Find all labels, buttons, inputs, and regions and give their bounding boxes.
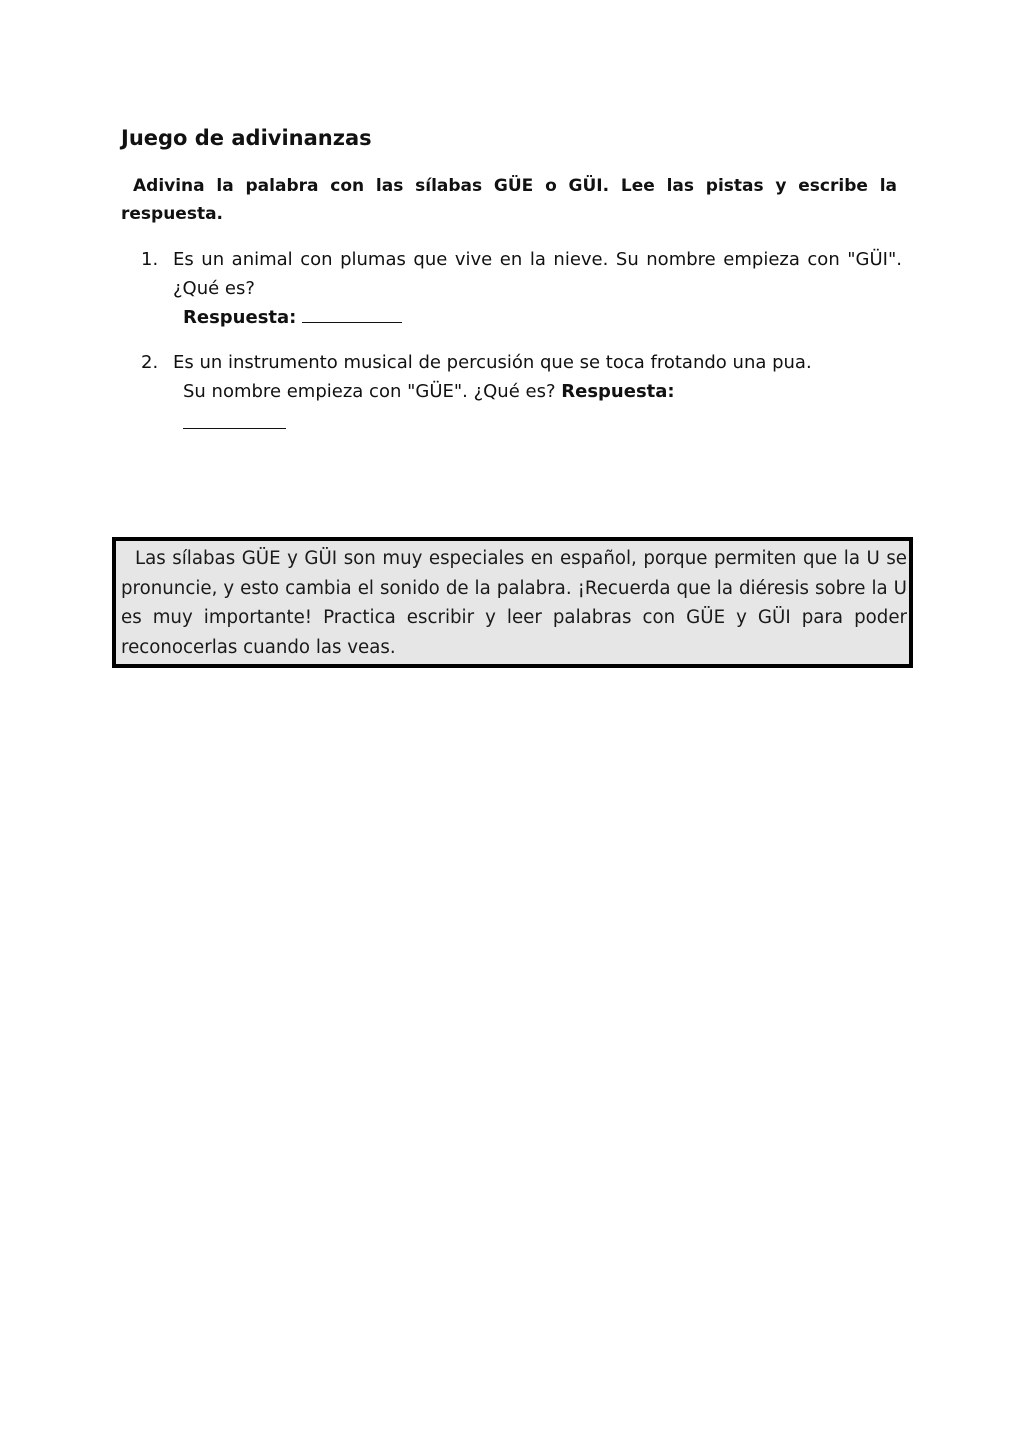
riddle-text: Es un animal con plumas que vive en la nieve. Su nombre empieza con "GÜI". ¿Qué es? — [173, 249, 902, 299]
answer-blank[interactable] — [302, 304, 402, 323]
answer-label: Respuesta: — [183, 307, 297, 328]
riddle-body — [173, 245, 902, 332]
answer-line — [183, 303, 902, 332]
riddle-body — [173, 348, 902, 406]
riddle-text-line1: Es un instrumento musical de percusión que se toca frotando una pua. — [173, 352, 812, 373]
instructions: Adivina la palabra con las sílabas GÜE o GÜI. Lee las pistas y escribe la respuesta. — [121, 176, 897, 224]
answer-label: Respuesta: — [561, 381, 675, 402]
riddle-2 — [141, 348, 902, 406]
riddle-number: 2. — [141, 352, 159, 373]
riddle-1 — [141, 245, 902, 332]
riddle-number: 1. — [141, 249, 159, 270]
note-box: Las sílabas GÜE y GÜI son muy especiales en español, porque permiten que la U se pronuncie, y esto cambia el sonido de la palabra. ¡Recuerda que la diéresis sobre la U es muy importante! Practica escribir y leer palabras con GÜE y GÜI para poder reconocerlas cuando las veas. — [112, 537, 913, 668]
answer-blank[interactable] — [183, 410, 286, 429]
page-title: Juego de adivinanzas — [121, 126, 372, 150]
riddle-text-part: Su nombre empieza con "GÜE". ¿Qué es? — [183, 381, 556, 402]
riddle-text-line2 — [183, 377, 902, 406]
